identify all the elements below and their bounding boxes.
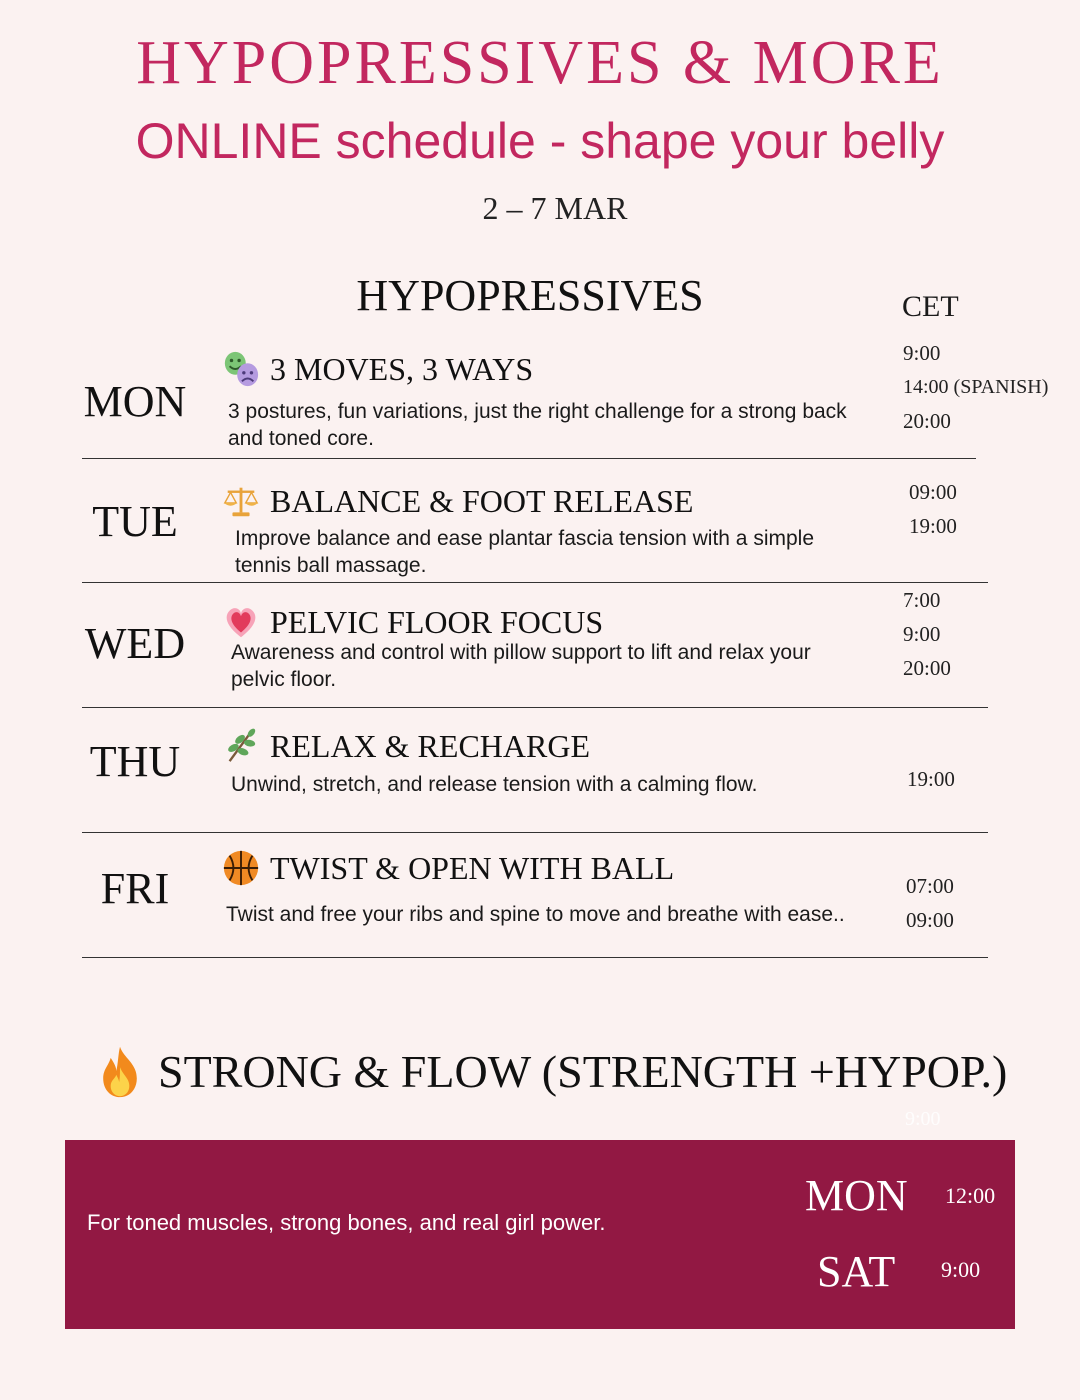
- class-title-row: [222, 482, 693, 520]
- balance-scale-icon: [222, 482, 260, 520]
- class-description: Twist and free your ribs and spine to move and breathe with ease..: [226, 903, 845, 926]
- class-title-row: [222, 849, 674, 887]
- fire-icon: [92, 1040, 148, 1102]
- class-title: TWIST & OPEN WITH BALL: [270, 849, 675, 886]
- class-title: BALANCE & FOOT RELEASE: [270, 482, 694, 519]
- session-day-sat: SAT: [817, 1247, 896, 1296]
- strong-flow-title: STRONG & FLOW (STRENGTH +HYPOP.): [158, 1045, 1008, 1097]
- session-time-mon: 12:00: [945, 1183, 996, 1208]
- divider: [82, 458, 976, 459]
- class-title-row: [222, 603, 603, 641]
- time-slot: 09:00: [909, 480, 957, 504]
- class-description: Improve balance and ease plantar fascia tension with a simple tennis ball massage.: [235, 527, 814, 577]
- time-slot: 09:00: [906, 908, 954, 932]
- class-title: RELAX & RECHARGE: [270, 727, 590, 764]
- divider: [82, 707, 988, 708]
- session-day-mon: MON: [805, 1171, 908, 1220]
- faint-time-label: 9:00: [905, 1108, 941, 1130]
- day-label-mon: MON: [83, 377, 187, 426]
- time-slot: 7:00: [903, 588, 941, 612]
- class-times: [907, 762, 955, 796]
- time-slot: 20:00: [903, 409, 951, 433]
- class-title-row: [222, 727, 590, 765]
- class-times: [909, 475, 957, 543]
- date-range: 2 – 7 MAR: [482, 190, 628, 226]
- class-title-row: [222, 350, 533, 388]
- divider: [82, 957, 988, 958]
- class-title: PELVIC FLOOR FOCUS: [270, 603, 604, 640]
- theater-masks-icon: [222, 350, 260, 388]
- day-label-wed: WED: [84, 619, 186, 668]
- herb-icon: [222, 727, 260, 765]
- time-slot: 19:00: [907, 767, 955, 791]
- class-times: [903, 336, 1048, 438]
- class-times: [903, 583, 951, 685]
- time-slot: 20:00: [903, 656, 951, 680]
- heart-icon: [222, 603, 260, 641]
- strong-flow-heading: [92, 1040, 1007, 1102]
- time-slot: 9:00: [903, 622, 941, 646]
- time-slot: 9:00: [903, 341, 941, 365]
- divider: [82, 832, 988, 833]
- day-label-tue: TUE: [92, 497, 178, 546]
- page-subtitle: ONLINE schedule - shape your belly: [135, 113, 945, 169]
- timezone-label: CET: [902, 290, 959, 323]
- day-label-fri: FRI: [100, 864, 170, 913]
- class-description: Unwind, stretch, and release tension with a calming flow.: [231, 773, 758, 796]
- class-times: [906, 869, 954, 937]
- page-title: HYPOPRESSIVES & MORE: [136, 29, 944, 97]
- strong-flow-description: For toned muscles, strong bones, and real girl power.: [87, 1210, 606, 1235]
- time-slot: 14:00 (SPANISH): [903, 376, 1049, 398]
- strong-flow-banner: [65, 1140, 1015, 1329]
- basketball-icon: [222, 849, 260, 887]
- class-description: 3 postures, fun variations, just the right challenge for a strong back and toned core.: [228, 400, 847, 450]
- class-title: 3 MOVES, 3 WAYS: [270, 350, 534, 387]
- day-label-thu: THU: [89, 737, 181, 786]
- class-description: Awareness and control with pillow support to lift and relax your pelvic floor.: [231, 641, 811, 691]
- session-time-sat: 9:00: [941, 1257, 981, 1282]
- time-slot: 07:00: [906, 874, 954, 898]
- divider: [82, 582, 988, 583]
- time-slot: 19:00: [909, 514, 957, 538]
- section-heading: HYPOPRESSIVES: [356, 271, 704, 320]
